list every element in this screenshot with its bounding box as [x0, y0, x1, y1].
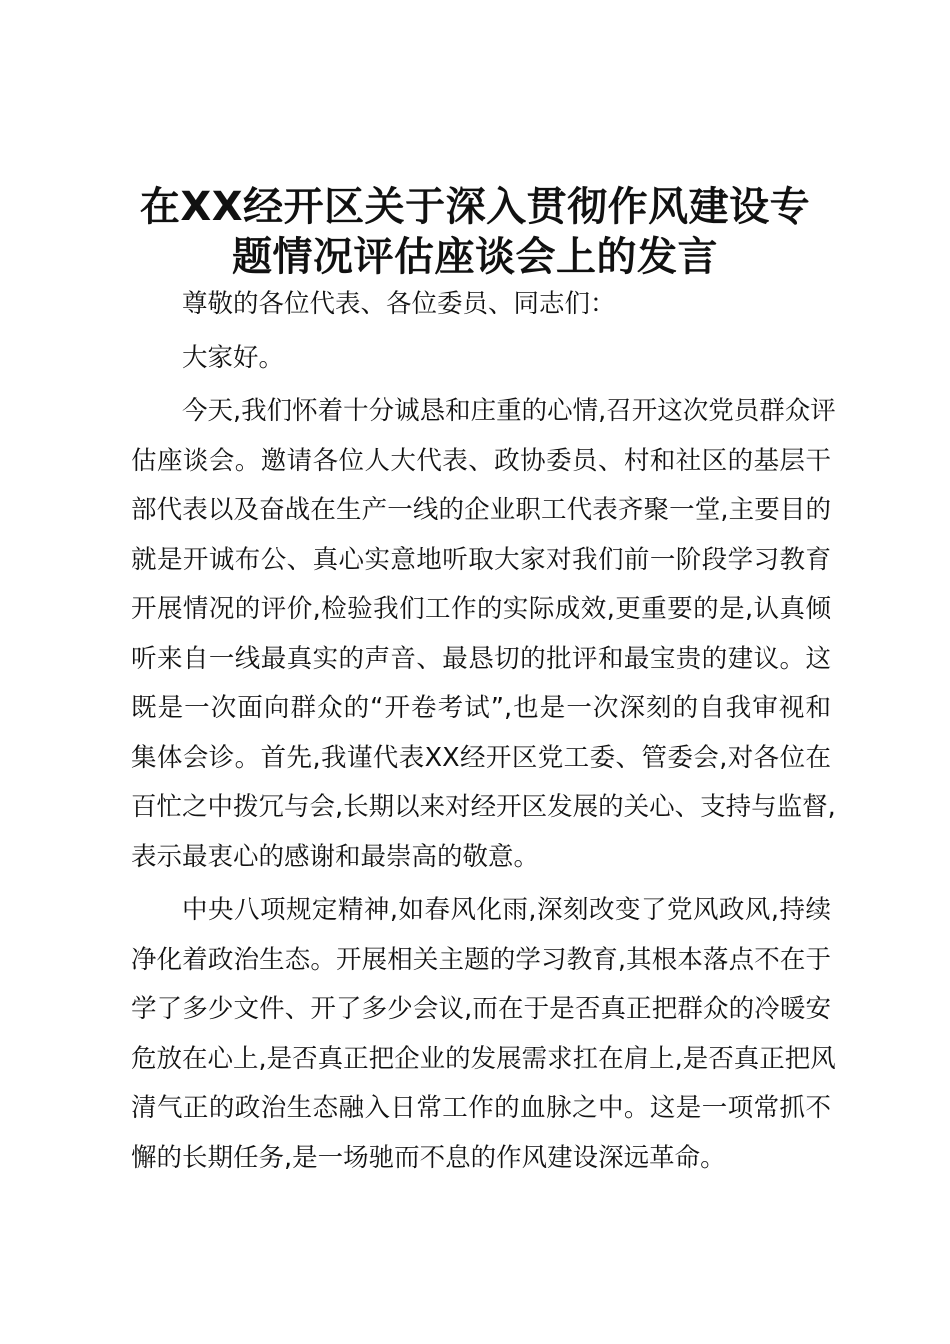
text-line: 清气正的政治生态融入日常工作的血脉之中。这是一项常抓不	[131, 1093, 831, 1123]
paragraph	[131, 334, 831, 384]
text-line: 百忙之中拨冗与会,长期以来对经开区发展的关心、支持与监督,	[131, 792, 836, 822]
text-line: 懈的长期任务,是一场驰而不息的作风建设深远革命。	[131, 1142, 726, 1173]
text-line: 净化着政治生态。开展相关主题的学习教育,其根本落点不在于	[131, 944, 831, 975]
text-line: 就是开诚布公、真心实意地听取大家对我们前一阶段学习教育	[131, 544, 831, 575]
text-line: 集体会诊。首先,我谨代表XX经开区党工委、管委会,对各位在	[131, 742, 831, 773]
text-line: 部代表以及奋战在生产一线的企业职工代表齐聚一堂,主要目的	[131, 495, 831, 525]
text-line: 既是一次面向群众的“开卷考试”,也是一次深刻的自我审视和	[131, 693, 831, 723]
text-line: 今天,我们怀着十分诚恳和庄重的心情,召开这次党员群众评	[182, 396, 836, 426]
text-line: 开展情况的评价,检验我们工作的实际成效,更重要的是,认真倾	[131, 594, 831, 624]
text-line: 学了多少文件、开了多少会议,而在于是否真正把群众的冷暖安	[131, 994, 831, 1024]
document-body	[131, 280, 836, 1187]
text-line: 表示最衷心的感谢和最崇高的敬意。	[131, 841, 540, 872]
text-line: 大家好。	[182, 342, 285, 373]
document-title	[100, 182, 850, 282]
text-line: 中央八项规定精神,如春风化雨,深刻改变了党风政风,持续	[182, 895, 831, 925]
text-line: 危放在心上,是否真正把企业的发展需求扛在肩上,是否真正把风	[131, 1043, 836, 1074]
title-line: 题情况评估座谈会上的发言	[232, 234, 718, 280]
title-line: 在XX经开区关于深入贯彻作风建设专	[139, 184, 811, 230]
text-line: 听来自一线最真实的声音、最恳切的批评和最宝贵的建议。这	[131, 643, 831, 674]
paragraph	[131, 886, 836, 1183]
paragraph	[131, 387, 836, 882]
paragraph	[131, 280, 831, 330]
text-line: 估座谈会。邀请各位人大代表、政协委员、村和社区的基层干	[131, 445, 831, 476]
text-line: 尊敬的各位代表、各位委员、同志们：	[182, 289, 616, 319]
